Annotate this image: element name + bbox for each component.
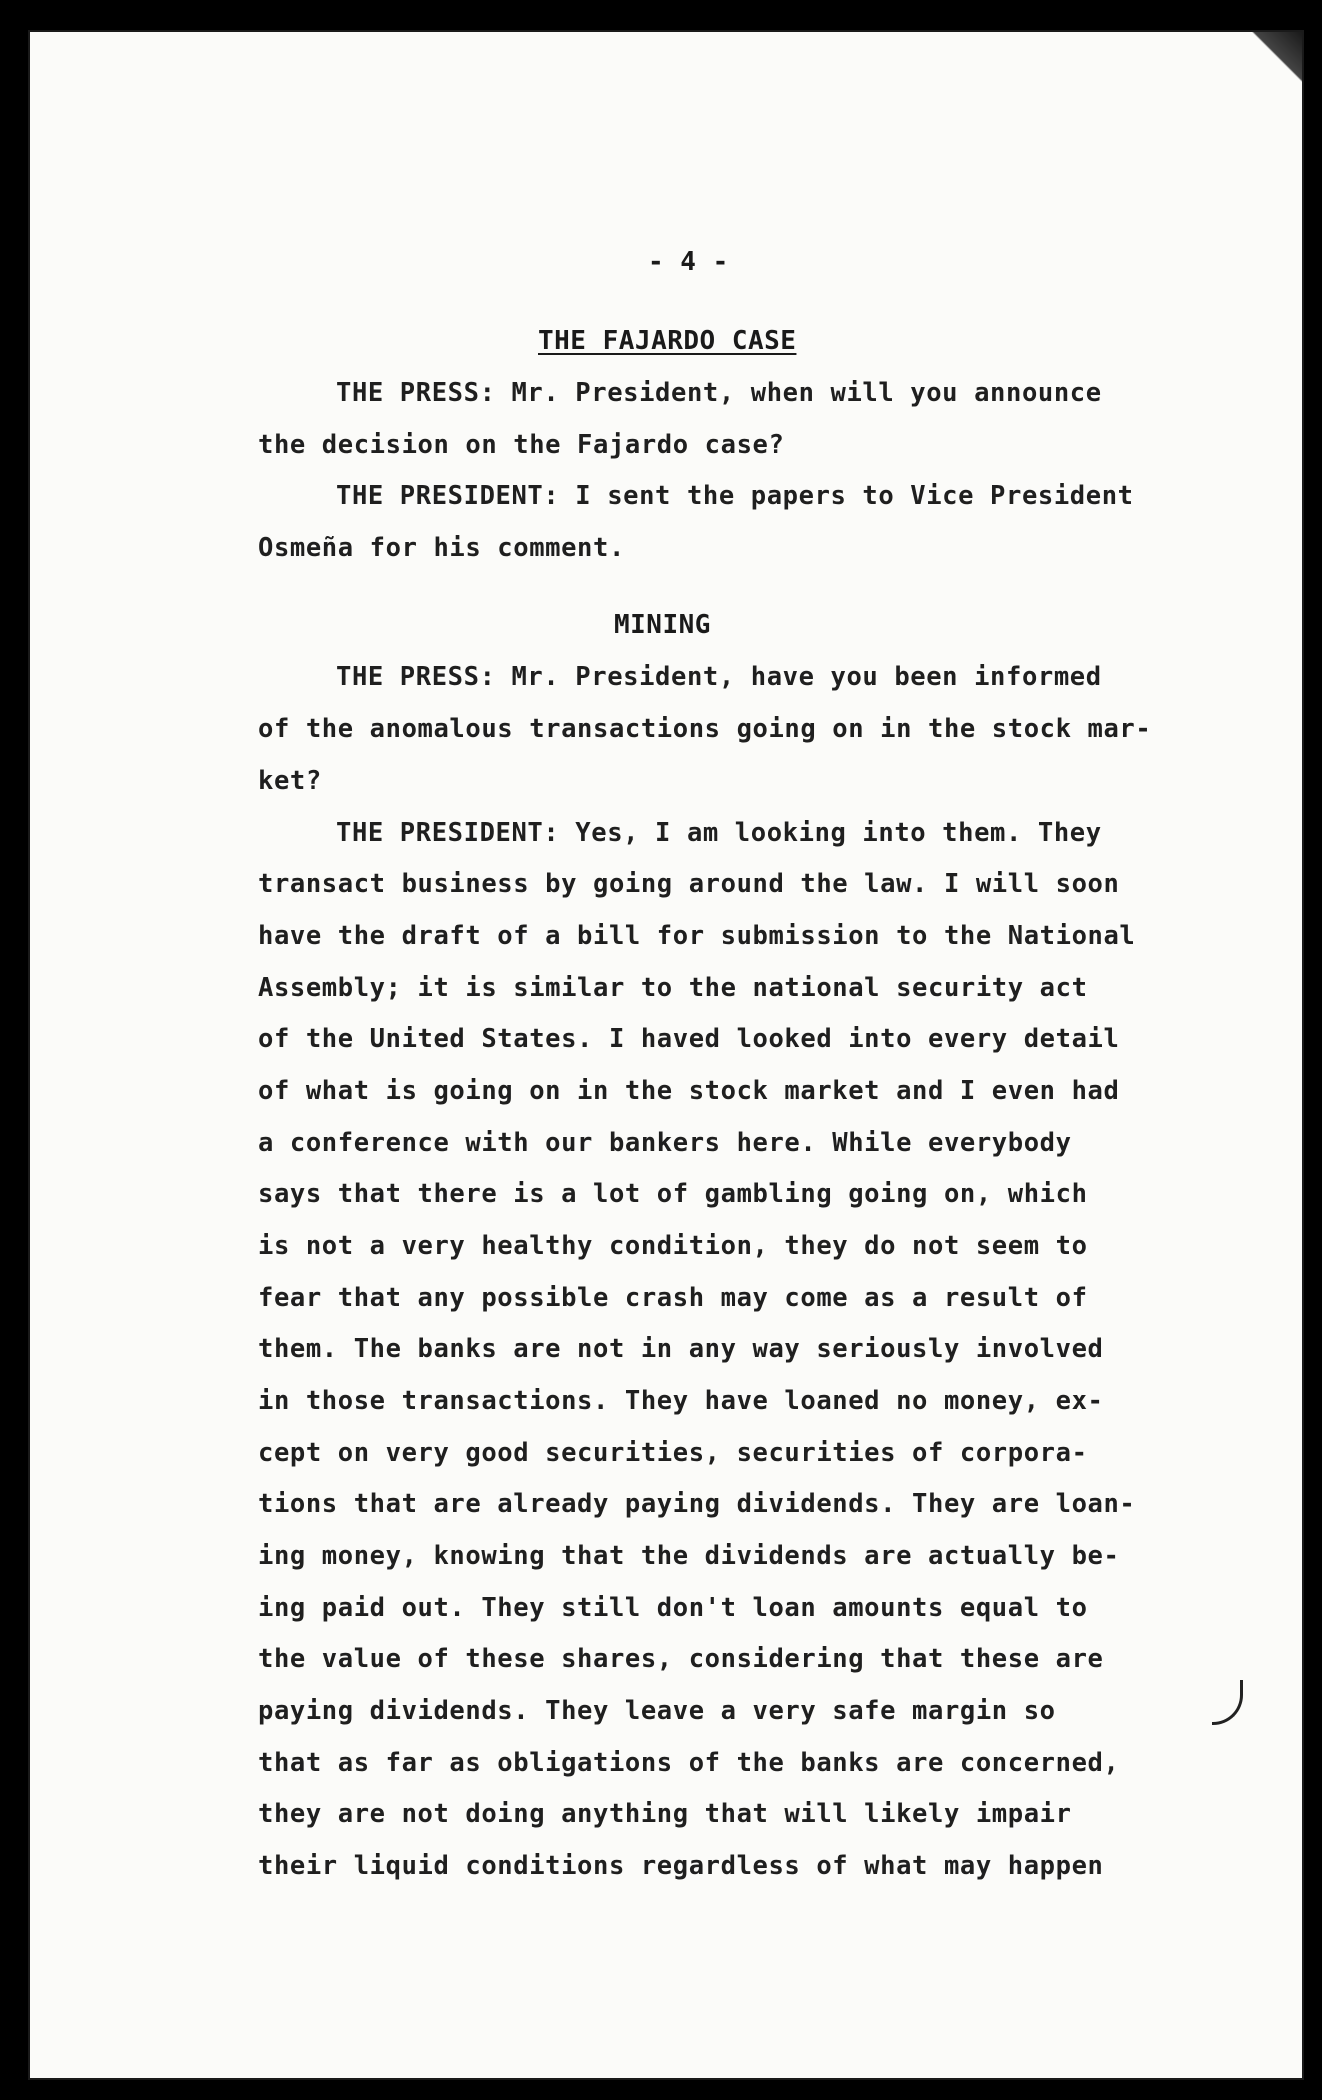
paragraph-line: ing paid out. They still don't loan amounts equal to	[258, 1593, 1088, 1623]
paragraph-line: THE PRESS: Mr. President, have you been informed	[336, 662, 1102, 692]
page-number: - 4 -	[648, 247, 729, 277]
paragraph-line: of what is going on in the stock market and I even had	[258, 1076, 1120, 1106]
paragraph-line: the value of these shares, considering that these are	[258, 1644, 1104, 1674]
paragraph-line: tions that are already paying dividends. They are loan-	[258, 1489, 1136, 1519]
paragraph-line: ing money, knowing that the dividends are actually be-	[258, 1541, 1120, 1571]
paragraph-line: paying dividends. They leave a very safe margin so	[258, 1696, 1056, 1726]
paragraph-line: THE PRESIDENT: I sent the papers to Vice President	[336, 481, 1134, 511]
paragraph-line: that as far as obligations of the banks are concerned,	[258, 1748, 1120, 1778]
paragraph-line: they are not doing anything that will likely impair	[258, 1799, 1072, 1829]
paragraph-line: the decision on the Fajardo case?	[258, 430, 785, 460]
section-heading-mining: MINING	[614, 610, 711, 640]
paragraph-line: their liquid conditions regardless of what may happen	[258, 1851, 1104, 1881]
paragraph-line: Assembly; it is similar to the national security act	[258, 973, 1088, 1003]
paragraph-line: THE PRESS: Mr. President, when will you announce	[336, 378, 1102, 408]
paragraph-line: in those transactions. They have loaned no money, ex-	[258, 1386, 1104, 1416]
section-heading-fajardo: THE FAJARDO CASE	[538, 326, 797, 356]
paragraph-line: is not a very healthy condition, they do not seem to	[258, 1231, 1088, 1261]
paragraph-line: a conference with our bankers here. While everybody	[258, 1128, 1072, 1158]
paragraph-line: ket?	[258, 766, 322, 796]
paragraph-line: fear that any possible crash may come as a result of	[258, 1283, 1088, 1313]
paragraph-line: THE PRESIDENT: Yes, I am looking into them. They	[336, 818, 1102, 848]
paragraph-line: them. The banks are not in any way seriously involved	[258, 1334, 1104, 1364]
paragraph-line: says that there is a lot of gambling going on, which	[258, 1179, 1088, 1209]
paragraph-line: cept on very good securities, securities of corpora-	[258, 1438, 1088, 1468]
paragraph-line: have the draft of a bill for submission to the National	[258, 921, 1136, 951]
paragraph-line: Osmeña for his comment.	[258, 533, 625, 563]
paragraph-line: transact business by going around the law. I will soon	[258, 869, 1120, 899]
page-corner-fold	[1242, 32, 1302, 92]
paragraph-line: of the United States. I haved looked into every detail	[258, 1024, 1120, 1054]
paragraph-line: of the anomalous transactions going on in the stock mar-	[258, 714, 1152, 744]
